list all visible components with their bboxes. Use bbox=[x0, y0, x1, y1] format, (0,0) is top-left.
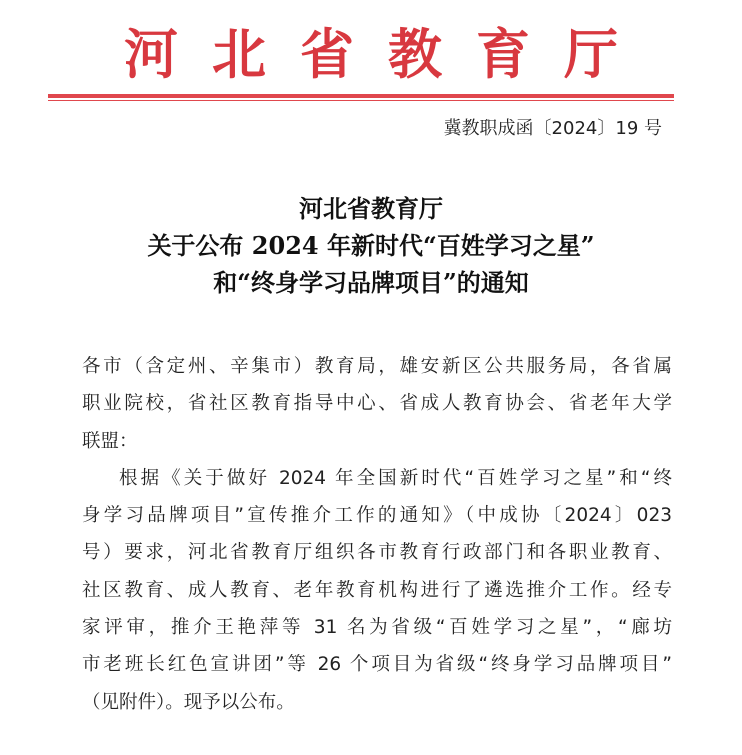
addressee-line: 职业院校，省社区教育指导中心、省成人教育协会、省老年大学 bbox=[82, 393, 672, 415]
paragraph-line: 家评审，推介王艳萍等 31 名为省级“百姓学习之星”，“廊坊 bbox=[82, 617, 672, 639]
addressee-line: 联盟： bbox=[82, 430, 138, 452]
masthead-title: 河北省教育厅 bbox=[124, 22, 652, 86]
document-number: 冀教职成函〔2024〕19 号 bbox=[443, 118, 662, 139]
title-line-1: 河北省教育厅 bbox=[299, 194, 443, 223]
paragraph-line: （见附件）。现予以公布。 bbox=[82, 691, 295, 713]
paragraph-line: 号）要求，河北省教育厅组织各市教育行政部门和各职业教育、 bbox=[82, 542, 672, 564]
title-line-2: 关于公布 2024 年新时代“百姓学习之星” bbox=[147, 231, 595, 260]
notice-title bbox=[0, 190, 742, 301]
paragraph-line: 根据《关于做好 2024 年全国新时代“百姓学习之星”和“终 bbox=[119, 467, 672, 489]
paragraph-line: 身学习品牌项目”宣传推介工作的通知》（中成协〔2024〕023 bbox=[82, 505, 672, 527]
notice-body bbox=[82, 348, 672, 721]
title-line-3: 和“终身学习品牌项目”的通知 bbox=[213, 268, 529, 297]
paragraph-line: 社区教育、成人教育、老年教育机构进行了遴选推介工作。经专 bbox=[82, 579, 672, 601]
red-rule-thick bbox=[48, 94, 674, 98]
addressee-line: 各市（含定州、辛集市）教育局，雄安新区公共服务局，各省属 bbox=[82, 356, 672, 377]
red-rule-thin bbox=[48, 100, 674, 101]
paragraph-line: 市老班长红色宣讲团”等 26 个项目为省级“终身学习品牌项目” bbox=[82, 654, 672, 676]
